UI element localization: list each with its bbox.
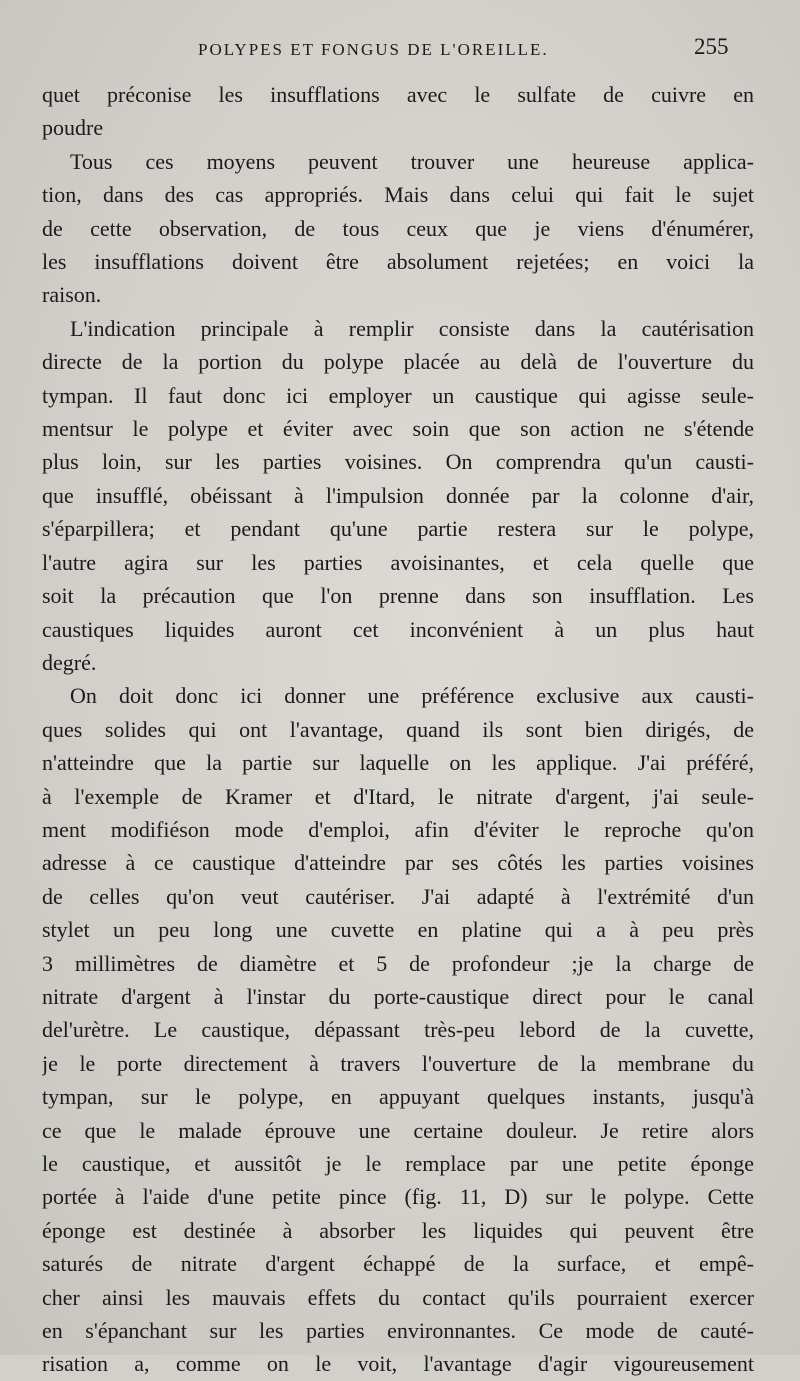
page-header — [0, 34, 800, 70]
text-line: en s'épanchant sur les parties environnantes. Ce mode de cauté- — [42, 1318, 754, 1344]
text-line: saturés de nitrate d'argent échappé de la surface, et empê- — [42, 1251, 754, 1277]
body-text — [42, 78, 754, 1381]
text-line: risation a, comme on le voit, l'avantage d'agir vigoureusement — [42, 1351, 754, 1377]
text-line: mentsur le polype et éviter avec soin que son action ne s'étende — [42, 416, 754, 442]
text-line: de cette observation, de tous ceux que je viens d'énumérer, — [42, 215, 754, 241]
text-line: ment modifiéson mode d'emploi, afin d'éviter le reproche qu'on — [42, 816, 754, 842]
text-line: ce que le malade éprouve une certaine douleur. Je retire alors — [42, 1117, 754, 1143]
text-line: adresse à ce caustique d'atteindre par ses côtés les parties voisines — [42, 850, 754, 876]
text-line: quet préconise les insufflations avec le sulfate de cuivre en — [42, 82, 754, 107]
text-line: directe de la portion du polype placée au delà de l'ouverture du — [42, 349, 754, 375]
text-line: soit la précaution que l'on prenne dans son insufflation. Les — [42, 583, 754, 609]
text-line: que insufflé, obéissant à l'impulsion donnée par la colonne d'air, — [42, 482, 754, 508]
text-line: plus loin, sur les parties voisines. On comprendra qu'un causti- — [42, 449, 754, 475]
text-line: de celles qu'on veut cautériser. J'ai adapté à l'extrémité d'un — [42, 883, 754, 909]
text-line: On doit donc ici donner une préférence exclusive aux causti- — [70, 683, 754, 709]
text-line: éponge est destinée à absorber les liquides qui peuvent être — [42, 1217, 754, 1243]
text-line: l'autre agira sur les parties avoisinantes, et cela quelle que — [42, 549, 754, 575]
text-line: L'indication principale à remplir consiste dans la cautérisation — [70, 315, 754, 341]
text-line: tion, dans des cas appropriés. Mais dans celui qui fait le sujet — [42, 182, 754, 208]
text-line: les insufflations doivent être absolument rejetées; en voici la — [42, 249, 754, 275]
text-line: à l'exemple de Kramer et d'Itard, le nitrate d'argent, j'ai seule- — [42, 783, 754, 809]
text-line: ques solides qui ont l'avantage, quand ils sont bien dirigés, de — [42, 716, 754, 742]
text-line: stylet un peu long une cuvette en platine qui a à peu près — [42, 917, 754, 943]
text-line: cher ainsi les mauvais effets du contact qu'ils pourraient exercer — [42, 1284, 754, 1310]
text-line: tympan. Il faut donc ici employer un caustique qui agisse seule- — [42, 382, 754, 408]
text-line: 3 millimètres de diamètre et 5 de profondeur ;je la charge de — [42, 950, 754, 976]
text-line: portée à l'aide d'une petite pince (fig. 11, D) sur le polype. Cette — [42, 1184, 754, 1210]
text-line: raison. — [42, 282, 102, 308]
text-line: n'atteindre que la partie sur laquelle on les applique. J'ai préféré, — [42, 750, 754, 776]
text-line: del'urètre. Le caustique, dépassant très-peu lebord de la cuvette, — [42, 1017, 754, 1043]
text-line: le caustique, et aussitôt je le remplace par une petite éponge — [42, 1151, 754, 1176]
running-title: POLYPES ET FONGUS DE L'OREILLE. — [198, 40, 549, 59]
text-line: caustiques liquides auront cet inconvénient à un plus haut — [42, 616, 754, 642]
text-line: nitrate d'argent à l'instar du porte-caustique direct pour le canal — [42, 983, 754, 1009]
text-line: s'éparpillera; et pendant qu'une partie restera sur le polype, — [42, 516, 754, 542]
text-line: Tous ces moyens peuvent trouver une heureuse applica- — [70, 148, 754, 174]
text-line: poudre — [42, 115, 104, 141]
page-number: 255 — [694, 34, 729, 59]
text-line: je le porte directement à travers l'ouverture de la membrane du — [42, 1050, 754, 1076]
text-line: tympan, sur le polype, en appuyant quelques instants, jusqu'à — [42, 1084, 754, 1110]
text-line: degré. — [42, 649, 97, 675]
